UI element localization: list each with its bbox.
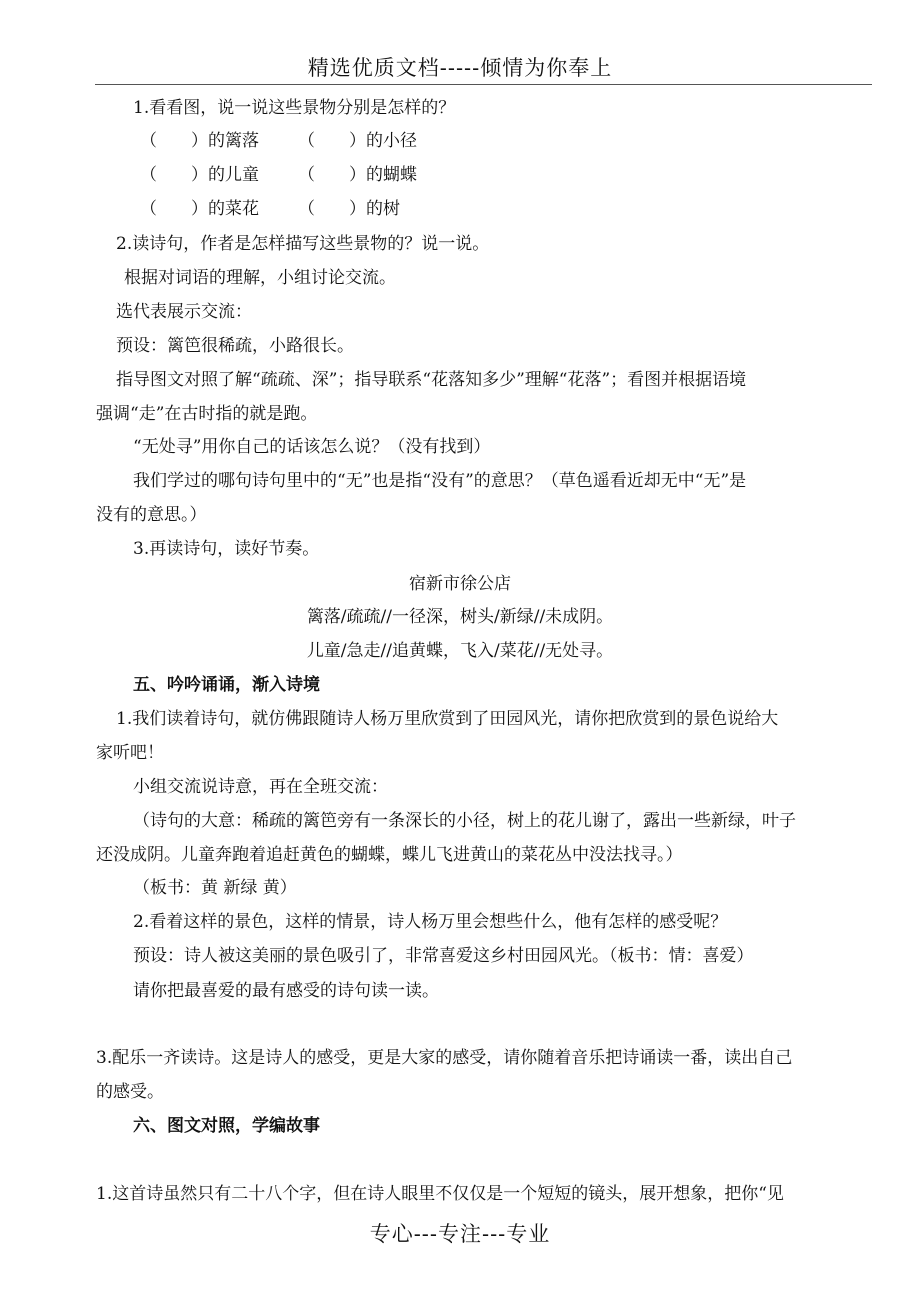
page-header: 精选优质文档-----倾情为你奉上 [307, 56, 613, 80]
paragraph: 1.这首诗虽然只有二十八个字，但在诗人眼里不仅仅是一个短短的镜头，展开想象，把你“见 [96, 1184, 784, 1204]
paragraph: 预设：篱笆很稀疏，小路很长。 [116, 336, 354, 356]
blank-flowers: （ ）的菜花 [140, 199, 259, 219]
board-note: （板书：黄 新绿 黄） [133, 878, 297, 898]
question-2-prompt: 2.读诗句，作者是怎样描写这些景物的？说一说。 [116, 234, 490, 254]
paragraph: 家听吧！ [96, 743, 164, 763]
paragraph: 预设：诗人被这美丽的景色吸引了，非常喜爱这乡村田园风光。（板书：情：喜爱） [133, 946, 754, 966]
paragraph: 没有的意思。） [96, 505, 207, 525]
blank-fence: （ ）的篱落 [140, 131, 259, 151]
paragraph: “无处寻”用你自己的话该怎么说？（没有找到） [133, 437, 491, 457]
paragraph: 选代表展示交流： [116, 302, 252, 322]
question-1-prompt: 1.看看图，说一说这些景物分别是怎样的？ [133, 98, 456, 118]
paragraph: 3.配乐一齐读诗。这是诗人的感受，更是大家的感受，请你随着音乐把诗诵读一番，读出自己 [96, 1048, 793, 1068]
paragraph: 强调“走”在古时指的就是跑。 [96, 404, 318, 424]
header-rule [95, 84, 872, 85]
paragraph: 我们学过的哪句诗句里中的“无”也是指“没有”的意思？（草色遥看近却无中“无”是 [133, 471, 747, 491]
paragraph: （诗句的大意：稀疏的篱笆旁有一条深长的小径，树上的花儿谢了，露出一些新绿，叶子 [133, 811, 796, 831]
poem-line: 儿童/急走//追黄蝶，飞入/菜花//无处寻。 [306, 641, 614, 661]
paragraph: 还没成阴。儿童奔跑着追赶黄色的蝴蝶，蝶儿飞进黄山的菜花丛中没法找寻。） [96, 845, 683, 865]
paragraph: 的感受。 [96, 1082, 164, 1102]
paragraph: 1.我们读着诗句，就仿佛跟随诗人杨万里欣赏到了田园风光，请你把欣赏到的景色说给大 [116, 709, 779, 729]
poem-title: 宿新市徐公店 [409, 574, 511, 594]
paragraph: 2.看着这样的景色，这样的情景，诗人杨万里会想些什么，他有怎样的感受呢？ [133, 912, 728, 932]
question-3-prompt: 3.再读诗句，读好节奏。 [133, 539, 320, 559]
blank-children: （ ）的儿童 [140, 165, 259, 185]
paragraph: 根据对词语的理解，小组讨论交流。 [124, 268, 396, 288]
blank-path: （ ）的小径 [298, 131, 417, 151]
paragraph: 请你把最喜爱的最有感受的诗句读一读。 [133, 981, 439, 1001]
poem-line: 篱落/疏疏//一径深，树头/新绿//未成阴。 [306, 607, 614, 627]
blank-butterfly: （ ）的蝴蝶 [298, 165, 417, 185]
section-heading: 五、吟吟诵诵，渐入诗境 [133, 675, 320, 695]
paragraph: 指导图文对照了解“疏疏、深”；指导联系“花落知多少”理解“花落”；看图并根据语境 [116, 370, 747, 390]
paragraph: 小组交流说诗意，再在全班交流： [133, 777, 388, 797]
section-heading: 六、图文对照，学编故事 [133, 1116, 320, 1136]
blank-tree: （ ）的树 [298, 199, 400, 219]
page-footer: 专心---专注---专业 [369, 1222, 551, 1246]
